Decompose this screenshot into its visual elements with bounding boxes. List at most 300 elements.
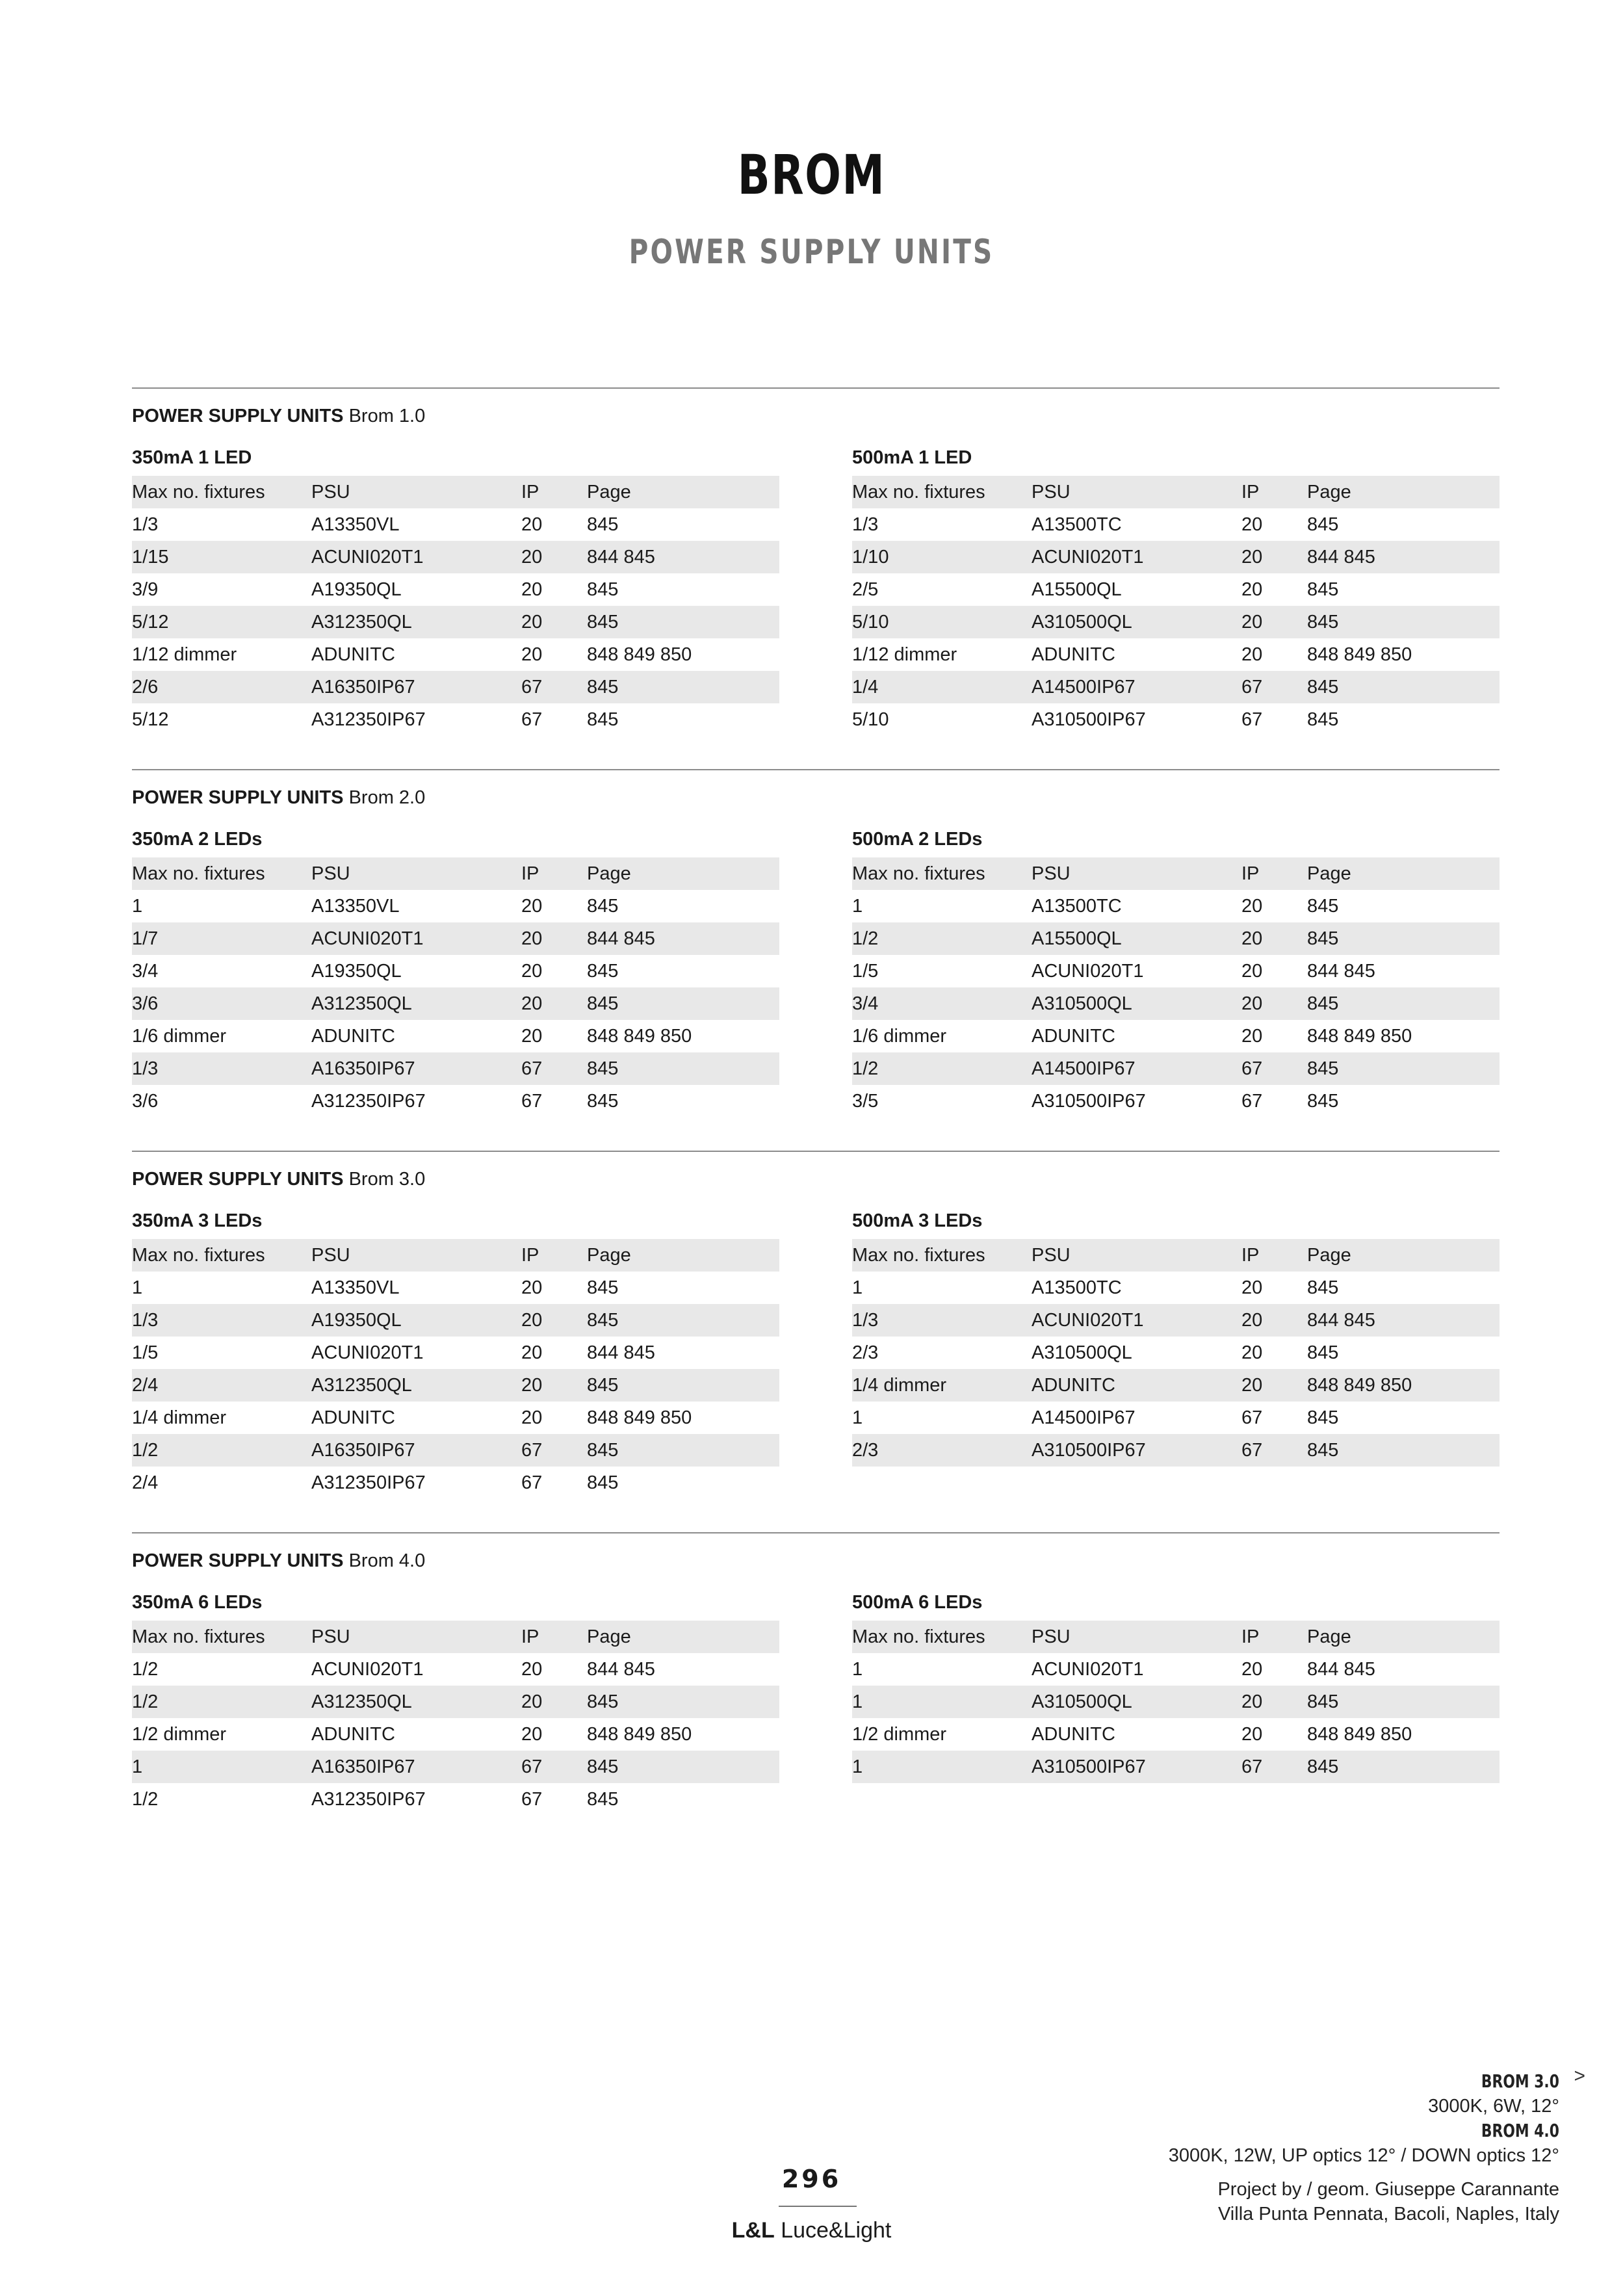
table-cell: 1 — [852, 896, 863, 917]
table-row — [852, 1751, 1500, 1783]
table-row — [852, 1020, 1500, 1052]
table-header-row — [852, 1621, 1500, 1653]
table-cell: 20 — [521, 961, 543, 982]
table-cell: 844 845 — [587, 547, 655, 567]
table-cell: 1 — [132, 1277, 143, 1298]
project-credit: Project by / geom. Giuseppe Carannante — [1217, 2179, 1559, 2200]
table-cell: 844 845 — [1307, 1310, 1375, 1331]
table-cell: 20 — [521, 1375, 543, 1396]
table-cell: 20 — [1241, 1375, 1263, 1396]
column-header-page: Page — [587, 863, 631, 884]
table-row — [132, 1369, 779, 1402]
table-cell: 845 — [587, 1375, 619, 1396]
table-cell: 845 — [1307, 993, 1339, 1014]
table-cell: 1/15 — [132, 547, 169, 567]
table-cell: ACUNI020T1 — [1032, 961, 1144, 982]
column-header-fixtures: Max no. fixtures — [852, 1626, 985, 1647]
column-header-page: Page — [1307, 482, 1351, 502]
table-cell: A312350QL — [311, 612, 412, 633]
table-cell: A312350IP67 — [311, 709, 426, 730]
column-header-page: Page — [1307, 1626, 1351, 1647]
table-header-row — [132, 1239, 779, 1272]
brand-logo — [0, 2218, 1623, 2243]
table-cell: 845 — [587, 1310, 619, 1331]
table-header-row — [132, 476, 779, 508]
table-cell: 1/4 dimmer — [852, 1375, 947, 1396]
section-label: POWER SUPPLY UNITS — [132, 406, 344, 426]
column-header-page: Page — [1307, 1245, 1351, 1266]
table-cell: 845 — [587, 896, 619, 917]
page-number-divider — [779, 2206, 857, 2207]
table-cell: 20 — [1241, 993, 1263, 1014]
table-cell: 848 849 850 — [1307, 1375, 1412, 1396]
table-cell: A16350IP67 — [311, 677, 415, 698]
section-divider — [132, 1532, 1500, 1533]
table-heading: 350mA 3 LEDs — [132, 1210, 263, 1231]
table-cell: 1/5 — [132, 1342, 159, 1363]
section-divider — [132, 769, 1500, 770]
table-cell: 845 — [587, 1277, 619, 1298]
table-cell: 20 — [1241, 612, 1263, 633]
table-cell: 67 — [521, 1091, 543, 1112]
table-cell: 1 — [132, 896, 143, 917]
table-cell: ACUNI020T1 — [311, 928, 424, 949]
table-cell: 848 849 850 — [1307, 1724, 1412, 1745]
table-cell: 67 — [1241, 1091, 1263, 1112]
table-cell: 845 — [587, 961, 619, 982]
psu-table-left — [132, 430, 779, 736]
table-cell: 67 — [521, 1058, 543, 1079]
table-cell: 20 — [1241, 1310, 1263, 1331]
table-cell: 5/10 — [852, 709, 889, 730]
table-cell: A310500QL — [1032, 993, 1132, 1014]
photo-caption — [1169, 2069, 1559, 2226]
table-cell: 67 — [1241, 709, 1263, 730]
column-header-fixtures: Max no. fixtures — [852, 1245, 985, 1266]
column-header-ip: IP — [1241, 1626, 1260, 1647]
table-cell: 848 849 850 — [587, 1407, 692, 1428]
table-cell: 845 — [587, 1756, 619, 1777]
table-cell: 1/2 dimmer — [852, 1724, 947, 1745]
table-cell: 20 — [521, 579, 543, 600]
table-cell: A19350QL — [311, 579, 402, 600]
table-row — [132, 1653, 779, 1686]
table-cell: 3/9 — [132, 579, 159, 600]
table-cell: ACUNI020T1 — [311, 1659, 424, 1680]
column-header-ip: IP — [1241, 482, 1260, 502]
table-row — [132, 890, 779, 922]
table-cell: 20 — [521, 1691, 543, 1712]
column-header-fixtures: Max no. fixtures — [852, 863, 985, 884]
table-cell: 845 — [587, 677, 619, 698]
table-cell: A312350QL — [311, 993, 412, 1014]
column-header-psu: PSU — [1032, 1245, 1071, 1266]
table-row — [852, 1052, 1500, 1085]
table-cell: 20 — [521, 896, 543, 917]
table-cell: A14500IP67 — [1032, 677, 1136, 698]
table-cell: 20 — [1241, 1659, 1263, 1680]
table-cell: 845 — [1307, 709, 1339, 730]
column-header-ip: IP — [521, 482, 539, 502]
table-cell: ADUNITC — [311, 1026, 395, 1047]
table-row — [132, 638, 779, 671]
table-cell: 845 — [587, 709, 619, 730]
table-cell: 1/3 — [852, 1310, 879, 1331]
table-cell: 845 — [1307, 1440, 1339, 1461]
section-title — [132, 402, 1500, 430]
table-row — [852, 1272, 1500, 1304]
table-heading: 500mA 3 LEDs — [852, 1210, 983, 1231]
table-cell: 1/7 — [132, 928, 159, 949]
table-cell: A310500IP67 — [1032, 709, 1146, 730]
table-cell: 1/2 dimmer — [132, 1724, 227, 1745]
table-cell: 1/5 — [852, 961, 879, 982]
table-cell: A13350VL — [311, 1277, 400, 1298]
table-row — [852, 508, 1500, 541]
table-cell: 845 — [1307, 1342, 1339, 1363]
table-row — [132, 1272, 779, 1304]
table-row — [852, 606, 1500, 638]
table-cell: 844 845 — [1307, 547, 1375, 567]
table-header-row — [852, 476, 1500, 508]
table-row — [852, 1434, 1500, 1467]
column-header-page: Page — [1307, 863, 1351, 884]
table-cell: 1/4 — [852, 677, 879, 698]
section-title — [132, 783, 1500, 812]
table-cell: 845 — [1307, 1058, 1339, 1079]
table-cell: 20 — [521, 1724, 543, 1745]
table-cell: 2/3 — [852, 1440, 879, 1461]
table-heading: 500mA 2 LEDs — [852, 829, 983, 850]
table-row — [852, 1402, 1500, 1434]
table-cell: ACUNI020T1 — [1032, 1659, 1144, 1680]
table-row — [132, 1751, 779, 1783]
table-cell: A19350QL — [311, 961, 402, 982]
table-cell: 1/2 — [132, 1691, 159, 1712]
table-heading: 500mA 1 LED — [852, 447, 972, 468]
table-row — [852, 1653, 1500, 1686]
table-cell: ADUNITC — [311, 1407, 395, 1428]
table-cell: 67 — [1241, 1440, 1263, 1461]
table-cell: A16350IP67 — [311, 1058, 415, 1079]
table-row — [852, 541, 1500, 573]
table-cell: 3/5 — [852, 1091, 879, 1112]
table-cell: 1/2 — [132, 1659, 159, 1680]
column-header-fixtures: Max no. fixtures — [132, 482, 265, 502]
table-cell: ACUNI020T1 — [311, 1342, 424, 1363]
table-cell: 845 — [1307, 579, 1339, 600]
table-row — [132, 1686, 779, 1718]
table-row — [852, 1369, 1500, 1402]
table-row — [852, 573, 1500, 606]
table-row — [132, 1304, 779, 1337]
table-cell: ADUNITC — [1032, 1026, 1115, 1047]
table-cell: 1/3 — [852, 514, 879, 535]
table-cell: 845 — [1307, 1091, 1339, 1112]
table-cell: 20 — [521, 644, 543, 665]
table-row — [132, 922, 779, 955]
table-cell: 845 — [1307, 1756, 1339, 1777]
table-cell: 1 — [852, 1659, 863, 1680]
table-cell: 844 845 — [587, 1659, 655, 1680]
table-heading: 350mA 1 LED — [132, 447, 252, 468]
project-location: Villa Punta Pennata, Bacoli, Naples, Italy — [1217, 2204, 1559, 2224]
table-cell: ADUNITC — [311, 1724, 395, 1745]
table-cell: A14500IP67 — [1032, 1407, 1136, 1428]
table-cell: 2/5 — [852, 579, 879, 600]
next-arrow-icon[interactable]: > — [1574, 2065, 1585, 2087]
table-cell: 20 — [1241, 1026, 1263, 1047]
page-title: BROM — [737, 143, 886, 207]
caption-text-brom-4: 3000K, 12W, UP optics 12° / DOWN optics 12° — [1168, 2145, 1559, 2166]
table-cell: 67 — [1241, 1407, 1263, 1428]
table-cell: 845 — [1307, 612, 1339, 633]
section-model: Brom 3.0 — [348, 1169, 426, 1190]
table-cell: 20 — [1241, 928, 1263, 949]
section-model: Brom 1.0 — [348, 406, 426, 426]
table-cell: 845 — [587, 1789, 619, 1810]
column-header-ip: IP — [1241, 1245, 1260, 1266]
table-row — [132, 1052, 779, 1085]
table-cell: 20 — [521, 1407, 543, 1428]
column-header-ip: IP — [521, 863, 539, 884]
table-cell: 3/6 — [132, 1091, 159, 1112]
table-cell: 5/12 — [132, 612, 169, 633]
table-cell: 67 — [521, 1472, 543, 1493]
column-header-page: Page — [587, 1626, 631, 1647]
table-cell: A16350IP67 — [311, 1440, 415, 1461]
table-cell: A16350IP67 — [311, 1756, 415, 1777]
table-cell: 848 849 850 — [1307, 1026, 1412, 1047]
table-cell: ACUNI020T1 — [1032, 1310, 1144, 1331]
column-header-psu: PSU — [1032, 482, 1071, 502]
table-cell: ACUNI020T1 — [311, 547, 424, 567]
table-cell: A13500TC — [1032, 514, 1122, 535]
table-cell: 848 849 850 — [587, 1724, 692, 1745]
column-header-psu: PSU — [311, 1626, 350, 1647]
column-header-fixtures: Max no. fixtures — [852, 482, 985, 502]
table-cell: 3/4 — [132, 961, 159, 982]
table-cell: A14500IP67 — [1032, 1058, 1136, 1079]
brand-bold: L&L — [731, 2218, 775, 2243]
table-cell: 845 — [1307, 928, 1339, 949]
table-cell: A310500IP67 — [1032, 1091, 1146, 1112]
table-cell: 845 — [1307, 896, 1339, 917]
table-cell: 3/6 — [132, 993, 159, 1014]
table-row — [132, 1402, 779, 1434]
table-cell: A312350IP67 — [311, 1472, 426, 1493]
table-cell: 1/3 — [132, 1310, 159, 1331]
table-cell: 20 — [1241, 644, 1263, 665]
psu-table-left — [132, 1575, 779, 1816]
column-header-page: Page — [587, 1245, 631, 1266]
table-row — [852, 987, 1500, 1020]
table-row — [132, 1337, 779, 1369]
table-cell: 20 — [1241, 896, 1263, 917]
table-cell: 848 849 850 — [587, 644, 692, 665]
table-row — [132, 1783, 779, 1816]
table-row — [132, 508, 779, 541]
table-cell: A310500QL — [1032, 612, 1132, 633]
column-header-psu: PSU — [1032, 1626, 1071, 1647]
caption-title-brom-3: BROM 3.0 — [1481, 2070, 1559, 2092]
section-divider — [132, 1151, 1500, 1152]
table-cell: 67 — [1241, 677, 1263, 698]
table-cell: 845 — [1307, 677, 1339, 698]
column-header-ip: IP — [521, 1626, 539, 1647]
table-cell: 20 — [521, 612, 543, 633]
table-row — [852, 955, 1500, 987]
column-header-psu: PSU — [311, 1245, 350, 1266]
table-cell: 5/12 — [132, 709, 169, 730]
caption-title-brom-4: BROM 4.0 — [1481, 2120, 1559, 2141]
table-cell: 1/2 — [852, 928, 879, 949]
column-header-ip: IP — [521, 1245, 539, 1266]
section-model: Brom 2.0 — [348, 787, 426, 808]
table-cell: ADUNITC — [1032, 1375, 1115, 1396]
table-cell: 20 — [521, 1277, 543, 1298]
section-title — [132, 1546, 1500, 1575]
table-cell: 845 — [1307, 1691, 1339, 1712]
table-row — [132, 573, 779, 606]
table-cell: 20 — [521, 514, 543, 535]
table-cell: 1/3 — [132, 1058, 159, 1079]
column-header-psu: PSU — [1032, 863, 1071, 884]
section-label: POWER SUPPLY UNITS — [132, 787, 344, 808]
table-cell: 848 849 850 — [1307, 644, 1412, 665]
table-cell: 845 — [587, 993, 619, 1014]
table-cell: 1 — [852, 1756, 863, 1777]
table-cell: 844 845 — [587, 1342, 655, 1363]
table-cell: A13500TC — [1032, 896, 1122, 917]
table-cell: ACUNI020T1 — [1032, 547, 1144, 567]
table-cell: 67 — [1241, 1756, 1263, 1777]
table-header-row — [132, 857, 779, 890]
table-cell: 1/6 dimmer — [852, 1026, 947, 1047]
table-cell: A13350VL — [311, 896, 400, 917]
table-heading: 350mA 6 LEDs — [132, 1592, 263, 1613]
section-label: POWER SUPPLY UNITS — [132, 1169, 344, 1190]
table-cell: 1/2 — [132, 1789, 159, 1810]
table-cell: 1/6 dimmer — [132, 1026, 227, 1047]
table-cell: 67 — [521, 1756, 543, 1777]
table-cell: 20 — [521, 547, 543, 567]
table-heading: 500mA 6 LEDs — [852, 1592, 983, 1613]
table-header-row — [852, 1239, 1500, 1272]
table-cell: 20 — [1241, 514, 1263, 535]
table-cell: 845 — [1307, 1407, 1339, 1428]
table-cell: 3/4 — [852, 993, 879, 1014]
table-cell: 1 — [852, 1691, 863, 1712]
table-cell: 845 — [1307, 1277, 1339, 1298]
table-row — [852, 1718, 1500, 1751]
table-cell: A19350QL — [311, 1310, 402, 1331]
table-row — [852, 1686, 1500, 1718]
table-row — [132, 987, 779, 1020]
table-cell: 845 — [1307, 514, 1339, 535]
column-header-page: Page — [587, 482, 631, 502]
table-cell: ADUNITC — [1032, 644, 1115, 665]
table-cell: 1/4 dimmer — [132, 1407, 227, 1428]
table-cell: 845 — [587, 1091, 619, 1112]
page-subtitle: POWER SUPPLY UNITS — [629, 233, 994, 272]
table-cell: A13350VL — [311, 514, 400, 535]
table-cell: A15500QL — [1032, 928, 1122, 949]
table-row — [132, 671, 779, 703]
table-cell: 2/4 — [132, 1472, 159, 1493]
table-row — [132, 1020, 779, 1052]
psu-table-left — [132, 1194, 779, 1499]
psu-table-right — [852, 430, 1500, 736]
table-row — [852, 1304, 1500, 1337]
table-cell: 1 — [852, 1407, 863, 1428]
psu-section — [132, 387, 1500, 730]
table-cell: 845 — [587, 612, 619, 633]
table-cell: 844 845 — [1307, 1659, 1375, 1680]
table-cell: 845 — [587, 1440, 619, 1461]
table-cell: 1 — [852, 1277, 863, 1298]
table-cell: 1/12 dimmer — [132, 644, 237, 665]
table-cell: 20 — [1241, 547, 1263, 567]
table-cell: 1/10 — [852, 547, 889, 567]
table-cell: A310500IP67 — [1032, 1440, 1146, 1461]
table-cell: 67 — [521, 709, 543, 730]
column-header-ip: IP — [1241, 863, 1260, 884]
table-cell: 1/2 — [132, 1440, 159, 1461]
column-header-fixtures: Max no. fixtures — [132, 1245, 265, 1266]
column-header-psu: PSU — [311, 863, 350, 884]
table-row — [132, 1467, 779, 1499]
column-header-fixtures: Max no. fixtures — [132, 1626, 265, 1647]
table-row — [852, 922, 1500, 955]
table-cell: 20 — [1241, 1691, 1263, 1712]
table-row — [132, 1434, 779, 1467]
table-cell: 20 — [1241, 1277, 1263, 1298]
psu-table-right — [852, 812, 1500, 1117]
table-row — [852, 1085, 1500, 1117]
column-header-fixtures: Max no. fixtures — [132, 863, 265, 884]
table-cell: 845 — [587, 1472, 619, 1493]
table-header-row — [132, 1621, 779, 1653]
table-row — [132, 541, 779, 573]
table-row — [852, 638, 1500, 671]
table-cell: 20 — [1241, 579, 1263, 600]
psu-section — [132, 1151, 1500, 1493]
table-cell: 20 — [521, 1342, 543, 1363]
table-cell: 5/10 — [852, 612, 889, 633]
table-row — [852, 671, 1500, 703]
section-label: POWER SUPPLY UNITS — [132, 1550, 344, 1571]
table-row — [132, 1085, 779, 1117]
table-cell: 20 — [1241, 1724, 1263, 1745]
table-cell: 20 — [521, 993, 543, 1014]
table-cell: 845 — [587, 579, 619, 600]
page-number: 296 — [781, 2165, 842, 2193]
table-row — [852, 890, 1500, 922]
table-heading: 350mA 2 LEDs — [132, 829, 263, 850]
table-cell: 1/3 — [132, 514, 159, 535]
table-cell: 67 — [521, 1440, 543, 1461]
table-cell: 844 845 — [587, 928, 655, 949]
table-cell: 67 — [521, 677, 543, 698]
table-cell: A13500TC — [1032, 1277, 1122, 1298]
psu-section — [132, 1532, 1500, 1810]
table-cell: 845 — [587, 1058, 619, 1079]
table-cell: 20 — [521, 1026, 543, 1047]
table-cell: ADUNITC — [311, 644, 395, 665]
table-cell: A15500QL — [1032, 579, 1122, 600]
section-title — [132, 1165, 1500, 1194]
